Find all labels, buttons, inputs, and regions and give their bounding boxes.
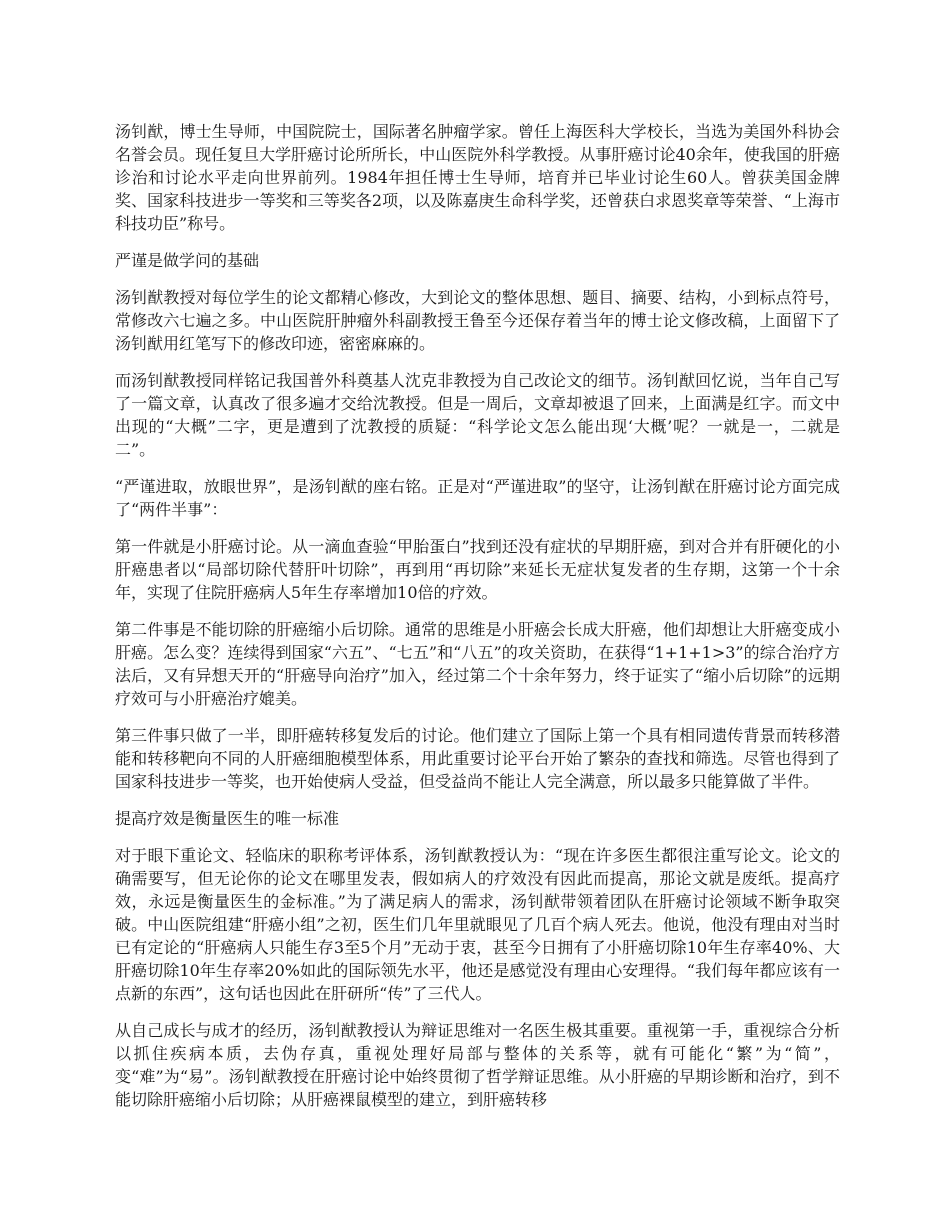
paragraph-motto: “严谨进取，放眼世界”，是汤钊猷的座右铭。正是对“严谨进取”的坚守，让汤钊猷在肝癌讨论方面完成了“两件半事”： — [115, 477, 840, 519]
document-body — [115, 120, 840, 1125]
paragraph-third-thing: 第三件事只做了一半，即肝癌转移复发后的讨论。他们建立了国际上第一个具有相同遗传背景而转移潜能和转移靶向不同的人肝癌细胞模型体系，用此重要讨论平台开始了繁杂的查找和筛选。尽管也得到了国家科技进步一等奖，也开始使病人受益，但受益尚不能让人完全满意，所以最多只能算做了半件。 — [115, 726, 840, 791]
paragraph-first-thing: 第一件就是小肝癌讨论。从一滴血查验“甲胎蛋白”找到还没有症状的早期肝癌，到对合并有肝硬化的小肝癌患者以“局部切除代替肝叶切除”，再到用“再切除”来延长无症状复发者的生存期，这第一个十余年，实现了住院肝癌病人5年生存率增加10倍的疗效。 — [115, 537, 840, 602]
intro-paragraph: 汤钊猷，博士生导师，中国院院士，国际著名肿瘤学家。曾任上海医科大学校长，当选为美国外科协会名誉会员。现任复旦大学肝癌讨论所所长，中山医院外科学教授。从事肝癌讨论40余年，使我国的肝癌诊治和讨论水平走向世界前列。1984年担任博士生导师，培育并已毕业讨论生60人。曾获美国金牌奖、国家科技进步一等奖和三等奖各2项，以及陈嘉庚生命科学奖，还曾获白求恩奖章等荣誉、“上海市科技功臣”称号。 — [115, 122, 840, 233]
paragraph-dialectical-thinking: 从自己成长与成才的经历，汤钊猷教授认为辩证思维对一名医生极其重要。重视第一手，重视综合分析以抓住疾病本质，去伪存真，重视处理好局部与整体的关系等，就有可能化“繁”为“简”，变“难”为“易”。汤钊猷教授在肝癌讨论中始终贯彻了哲学辩证思维。从小肝癌的早期诊断和治疗，到不能切除肝癌缩小后切除；从肝癌裸鼠模型的建立，到肝癌转移 — [115, 1021, 840, 1109]
paragraph-papers-vs-clinic: 对于眼下重论文、轻临床的职称考评体系，汤钊猷教授认为：“现在许多医生都很注重写论文。论文的确需要写，但无论你的论文在哪里发表，假如病人的疗效没有因此而提高，那论文就是废纸。提高疗效，永远是衡量医生的金标准。”为了满足病人的需求，汤钊猷带领着团队在肝癌讨论领域不断争取突破。中山医院组建“肝癌小组”之初，医生们几年里就眼见了几百个病人死去。他说，他没有理由对当时已有定论的“肝癌病人只能生存3至5个月”无动于衷，甚至今日拥有了小肝癌切除10年生存率40%、大肝癌切除10年生存率20%如此的国际领先水平，他还是感觉没有理由心安理得。“我们每年都应该有一点新的东西”，这句话也因此在肝研所“传”了三代人。 — [115, 846, 840, 1003]
section-heading-efficacy: 提高疗效是衡量医生的唯一标准 — [115, 809, 340, 828]
section-heading-rigor: 严谨是做学问的基础 — [115, 251, 260, 270]
paragraph-second-thing: 第二件事是不能切除的肝癌缩小后切除。通常的思维是小肝癌会长成大肝癌，他们却想让大肝癌变成小肝癌。怎么变？连续得到国家“六五”、“七五”和“八五”的攻关资助，在获得“1+1+1>3”的综合治疗方法后，又有异想天开的“肝癌导向治疗”加入，经过第二个十余年努力，终于证实了“缩小后切除”的远期疗效可与小肝癌治疗媲美。 — [115, 620, 840, 708]
paragraph-shen-kefei: 而汤钊猷教授同样铭记我国普外科奠基人沈克非教授为自己改论文的细节。汤钊猷回忆说，当年自己写了一篇文章，认真改了很多遍才交给沈教授。但是一周后，文章却被退了回来，上面满是红字。而文中出现的“大概”二字，更是遭到了沈教授的质疑：“科学论文怎么能出现‘大概’呢？一就是一，二就是二”。 — [115, 371, 840, 459]
paragraph-thesis-revision: 汤钊猷教授对每位学生的论文都精心修改，大到论文的整体思想、题目、摘要、结构，小到标点符号，常修改六七遍之多。中山医院肝肿瘤外科副教授王鲁至今还保存着当年的博士论文修改稿，上面留下了汤钊猷用红笔写下的修改印迹，密密麻麻的。 — [115, 288, 840, 353]
